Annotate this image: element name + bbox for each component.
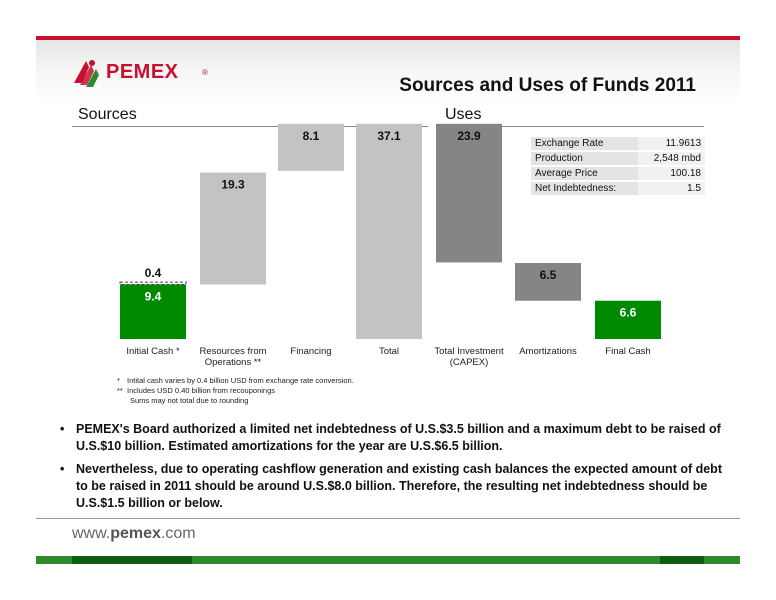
bar-value-label: 6.6 bbox=[619, 305, 637, 320]
bar-value-label: 9.4 bbox=[144, 289, 162, 304]
url-prefix: www. bbox=[72, 525, 111, 542]
x-tick-label: Total Investment (CAPEX) bbox=[434, 346, 504, 368]
footnote-text: Includes USD 0.40 billion from recouponings bbox=[127, 386, 275, 395]
footnote bbox=[117, 376, 354, 386]
assumption-label: Average Price bbox=[531, 167, 638, 180]
x-tick-label: Financing bbox=[290, 346, 332, 357]
slide-title: Sources and Uses of Funds 2011 bbox=[399, 75, 696, 96]
assumption-label: Production bbox=[531, 152, 638, 165]
footnotes bbox=[117, 376, 354, 406]
footnote bbox=[117, 396, 354, 406]
sources-heading: Sources bbox=[78, 106, 137, 123]
bottom-green-band bbox=[36, 556, 740, 564]
registered-mark: ® bbox=[202, 68, 208, 77]
x-tick-label: Total bbox=[378, 346, 400, 357]
waterfall-bar bbox=[356, 124, 422, 339]
assumption-value: 2,548 mbd bbox=[638, 152, 705, 165]
url-suffix: .com bbox=[160, 525, 196, 542]
bar-value-label: 23.9 bbox=[457, 128, 481, 143]
bar-value-label: 37.1 bbox=[377, 128, 401, 143]
bottom-band-accent bbox=[72, 556, 192, 564]
assumption-value: 1.5 bbox=[638, 182, 705, 195]
waterfall-bar bbox=[436, 124, 502, 263]
x-tick-label: Final Cash bbox=[605, 346, 651, 357]
x-tick-label: Initial Cash * bbox=[126, 346, 180, 357]
assumption-row bbox=[531, 152, 705, 165]
bar-value-label: 8.1 bbox=[302, 128, 320, 143]
footnote-mark: ** bbox=[117, 386, 123, 395]
assumption-label: Net Indebtedness: bbox=[531, 182, 638, 195]
logo-wordmark: PEMEX bbox=[106, 61, 179, 83]
url-brand: pemex bbox=[110, 525, 161, 542]
assumption-label: Exchange Rate bbox=[531, 137, 638, 150]
x-tick-label: Resources from Operations ** bbox=[199, 346, 267, 368]
footnote bbox=[117, 386, 354, 396]
bar-value-label: 0.4 bbox=[144, 266, 162, 281]
assumption-row bbox=[531, 167, 705, 180]
assumption-row bbox=[531, 137, 705, 150]
assumption-value: 100.18 bbox=[638, 167, 705, 180]
bullet-item: • Nevertheless, due to operating cashflow generation and existing cash balances the expected amount of debt to be raised in 2011 should be around U.S.$8.0 billion. Therefore, the resulting net indebtedness should be U.S.$1.5 billion or below. bbox=[58, 461, 728, 512]
bullet-item: • PEMEX's Board authorized a limited net indebtedness of U.S.$3.5 billion and a maximum debt to be raised of U.S.$10 billion. Estimated amortizations for the year are U.S.$6.5 billion. bbox=[58, 421, 728, 455]
bar-value-label: 19.3 bbox=[221, 177, 245, 192]
waterfall-bar-delta bbox=[120, 282, 186, 284]
assumptions-table bbox=[531, 135, 705, 197]
footer-divider bbox=[36, 518, 740, 519]
x-tick-label: Amortizations bbox=[519, 346, 577, 357]
footnote-text: Intital cash varies by 0.4 billion USD from exchange rate conversion. bbox=[127, 376, 354, 385]
footer-url[interactable] bbox=[72, 525, 196, 543]
bar-value-label: 6.5 bbox=[539, 268, 557, 283]
assumption-value: 11.9613 bbox=[638, 137, 705, 150]
footnote-mark: * bbox=[117, 376, 120, 385]
footnote-text: Sums may not total due to rounding bbox=[130, 396, 249, 405]
uses-heading: Uses bbox=[445, 106, 482, 123]
assumption-row bbox=[531, 182, 705, 195]
bottom-band-accent bbox=[660, 556, 704, 564]
bullet-list bbox=[58, 421, 728, 518]
